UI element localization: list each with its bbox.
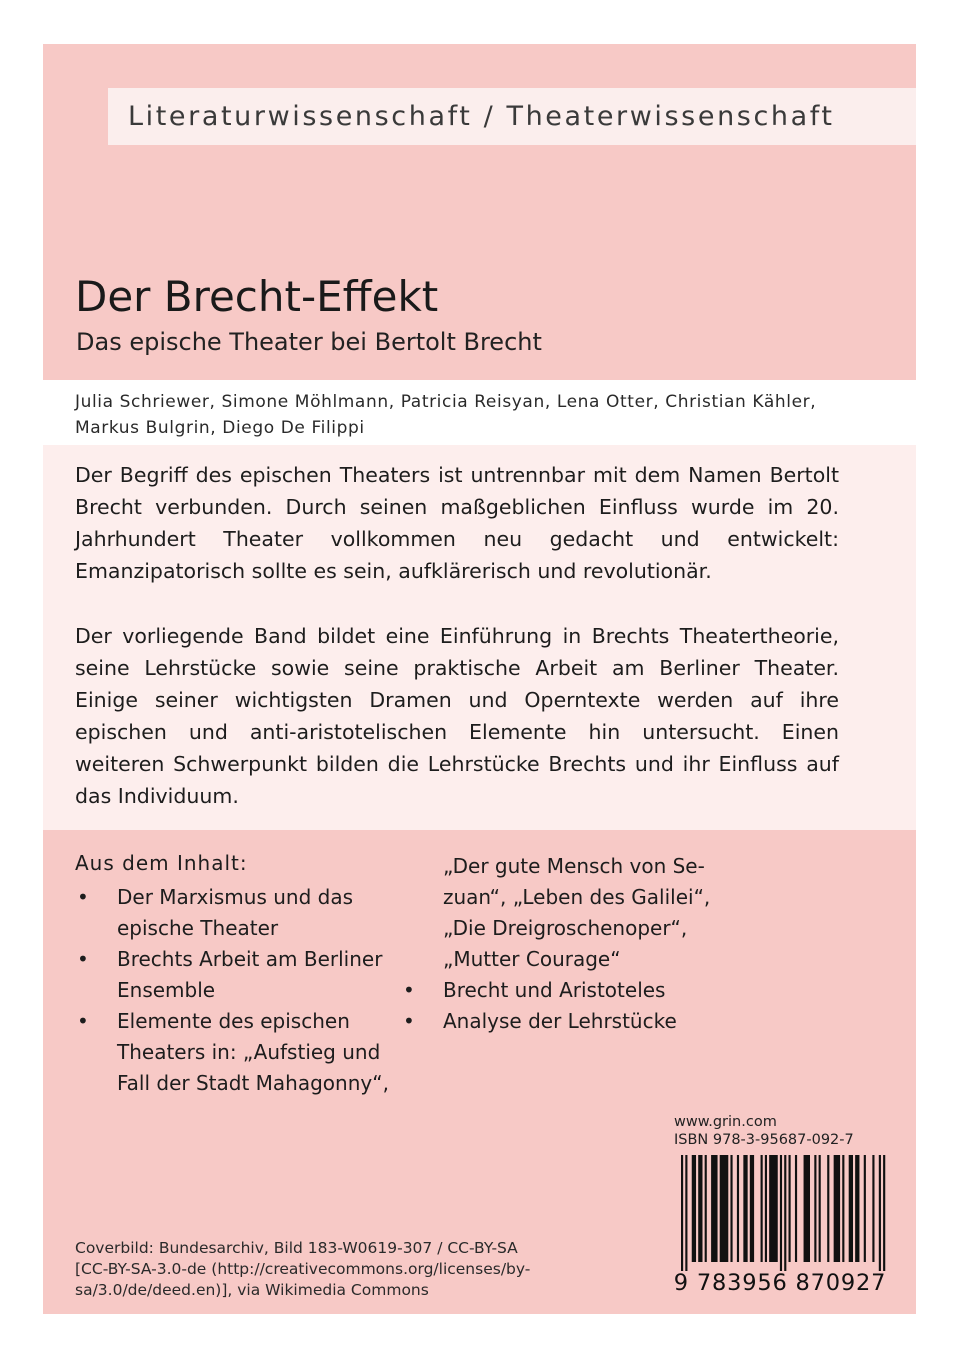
blurb <box>75 459 839 845</box>
book-subtitle: Das epische Theater bei Bertolt Brecht <box>76 328 542 356</box>
barcode-bar <box>711 1155 717 1262</box>
author-line: Julia Schriewer, Simone Möhlmann, Patricia Reisyan, Lena Otter, Christian Kähler, <box>75 392 817 412</box>
isbn: ISBN 978-3-95687-092-7 <box>674 1132 854 1148</box>
author-list <box>75 389 905 441</box>
barcode-bar <box>827 1155 829 1262</box>
barcode-bar <box>814 1155 816 1262</box>
contents-item <box>401 975 731 1006</box>
barcode-bar <box>761 1155 763 1262</box>
contents-item-line: Der Marxismus und das <box>117 885 354 909</box>
barcode <box>667 1153 893 1293</box>
contents-heading: Aus dem Inhalt: <box>75 851 248 875</box>
barcode-bar <box>737 1155 739 1262</box>
contents-item-line: Theaters in: „Aufstieg und <box>117 1040 381 1064</box>
barcode-bar <box>804 1155 810 1262</box>
bullet: • <box>77 1009 89 1033</box>
barcode-bar <box>692 1155 696 1262</box>
barcode-bar <box>698 1155 702 1262</box>
barcode-bar <box>842 1155 844 1262</box>
book-title: Der Brecht-Effekt <box>75 272 439 321</box>
credits-line: [CC-BY-SA-3.0-de (http://creativecommons.org/licenses/by- <box>75 1260 531 1278</box>
barcode-bar <box>849 1155 853 1262</box>
contents-item-line: „Der gute Mensch von Se- <box>443 854 705 878</box>
barcode-bar <box>743 1155 747 1262</box>
barcode-bar <box>730 1155 732 1262</box>
contents-item-line: „Die Dreigroschenoper“, <box>443 916 688 940</box>
contents-item <box>75 944 405 1006</box>
contents-item-line: epische Theater <box>117 916 279 940</box>
barcode-bar <box>864 1155 866 1262</box>
barcode-bar <box>780 1155 782 1271</box>
barcode-bar <box>685 1155 687 1271</box>
credits-line: Coverbild: Bundesarchiv, Bild 183-W0619-307 / CC-BY-SA <box>75 1239 518 1257</box>
bullet: • <box>403 1009 415 1033</box>
contents-list-left <box>75 882 405 1099</box>
barcode-bar <box>750 1155 754 1262</box>
contents-item <box>75 882 405 944</box>
contents-item <box>75 1006 405 1099</box>
contents-item-line: Brechts Arbeit am Berliner <box>117 947 383 971</box>
credits-line: sa/3.0/de/deed.en)], via Wikimedia Commons <box>75 1281 429 1299</box>
barcode-bar <box>705 1155 707 1262</box>
blurb-paragraph: Der vorliegende Band bildet eine Einführung in Brechts Theatertheorie, seine Lehrstücke sowie seine praktische Arbeit am Berliner Theater. Einige seiner wichtigsten Dramen und Operntexte werden auf ihre epischen und anti-aristotelischen Elemente hin untersucht. Einen weiteren Schwerpunkt bilden die Lehrstücke Brechts und ihr Einfluss auf das Individuum. <box>75 624 839 808</box>
contents-item-line: Elemente des epischen <box>117 1009 350 1033</box>
barcode-bar <box>720 1155 729 1262</box>
barcode-bar <box>872 1155 874 1262</box>
contents-list-right <box>401 851 731 1037</box>
barcode-number: 9 783956 870927 <box>673 1270 887 1293</box>
barcode-bar <box>834 1155 840 1262</box>
barcode-bar <box>681 1155 683 1271</box>
contents-item <box>401 1006 731 1037</box>
contents-item-line: „Mutter Courage“ <box>443 947 621 971</box>
image-credits <box>75 1238 555 1301</box>
barcode-bar <box>784 1155 786 1271</box>
barcode-bar <box>765 1155 767 1262</box>
bullet: • <box>77 947 89 971</box>
bullet: • <box>403 978 415 1002</box>
barcode-bar <box>855 1155 859 1262</box>
contents-item-line: Analyse der Lehrstücke <box>443 1009 677 1033</box>
blurb-paragraph: Der Begriff des epischen Theaters ist untrennbar mit dem Namen Bertolt Brecht verbunden. Durch seinen maßgeblichen Einfluss wurde im 20. Jahrhundert Theater vollkommen neu gedacht und entwickelt: Emanzipatorisch sollte es sein, aufklärerisch und revolutionär. <box>75 463 839 583</box>
contents-item-line: zuan“, „Leben des Galilei“, <box>443 885 711 909</box>
bullet: • <box>77 885 89 909</box>
barcode-bar <box>795 1155 797 1262</box>
contents-item-line: Fall der Stadt Mahagonny“, <box>117 1071 389 1095</box>
contents-item-line: Ensemble <box>117 978 216 1002</box>
author-line: Markus Bulgrin, Diego De Filippi <box>75 418 365 438</box>
barcode-bar <box>819 1155 821 1262</box>
barcode-bar <box>879 1155 881 1271</box>
contents-item-line: Brecht und Aristoteles <box>443 978 666 1002</box>
barcode-bar <box>769 1155 778 1262</box>
series-label: Literaturwissenschaft / Theaterwissenschaft <box>108 88 916 145</box>
contents-continuation <box>401 851 731 975</box>
publisher-url: www.grin.com <box>674 1114 777 1130</box>
barcode-bar <box>789 1155 791 1262</box>
barcode-bar <box>883 1155 885 1271</box>
